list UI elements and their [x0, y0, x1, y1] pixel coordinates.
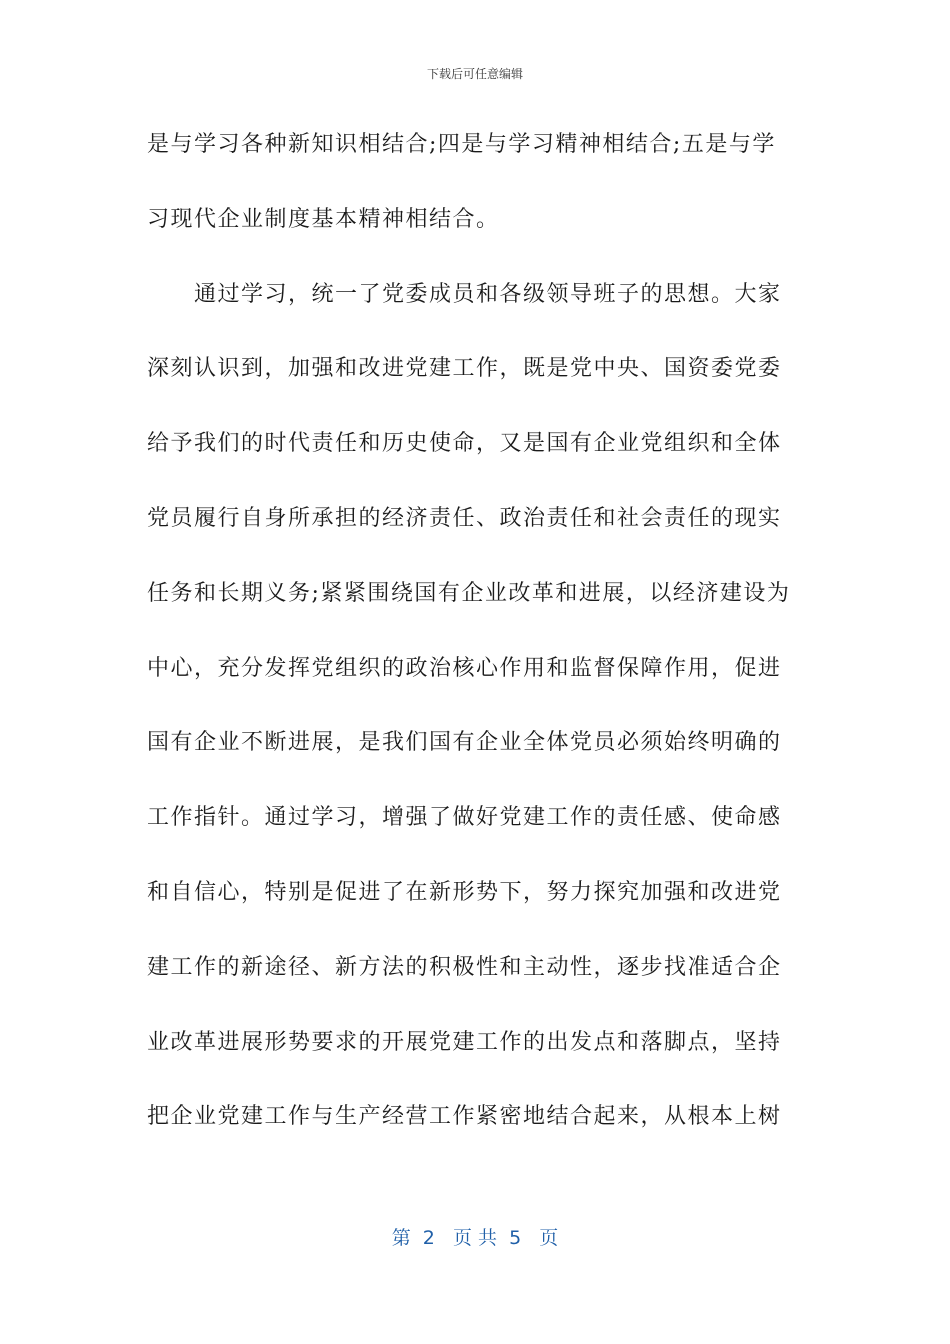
text-line: 建工作的新途径、新方法的积极性和主动性，逐步找准适合企: [147, 954, 782, 980]
text-line: 党员履行自身所承担的经济责任、政治责任和社会责任的现实: [147, 505, 782, 531]
text-line: 任务和长期义务;紧紧围绕国有企业改革和进展，以经济建设为: [147, 580, 791, 606]
text-line: 中心，充分发挥党组织的政治核心作用和监督保障作用，促进: [147, 655, 782, 681]
text-line: 把企业党建工作与生产经营工作紧密地结合起来，从根本上树: [147, 1104, 782, 1130]
text-line: 和自信心，特别是促进了在新形势下，努力探究加强和改进党: [147, 879, 782, 905]
text-line: 是与学习各种新知识相结合;四是与学习精神相结合;五是与学: [147, 132, 776, 157]
page-header-note: 下载后可任意编辑: [426, 67, 523, 81]
text-line: 工作指针。通过学习，增强了做好党建工作的责任感、使命感: [147, 805, 782, 831]
page-number-footer: 第 2 页 共 5 页: [391, 1227, 559, 1249]
text-line: 国有企业不断进展，是我们国有企业全体党员必须始终明确的: [147, 730, 782, 756]
document-body: [147, 108, 807, 1155]
text-line: 深刻认识到，加强和改进党建工作，既是党中央、国资委党委: [147, 356, 782, 382]
text-line: 给予我们的时代责任和历史使命，又是国有企业党组织和全体: [147, 431, 782, 457]
text-line: 通过学习，统一了党委成员和各级领导班子的思想。大家: [147, 281, 782, 307]
text-line: 业改革进展形势要求的开展党建工作的出发点和落脚点，坚持: [147, 1029, 782, 1055]
text-line: 习现代企业制度基本精神相结合。: [147, 206, 500, 232]
